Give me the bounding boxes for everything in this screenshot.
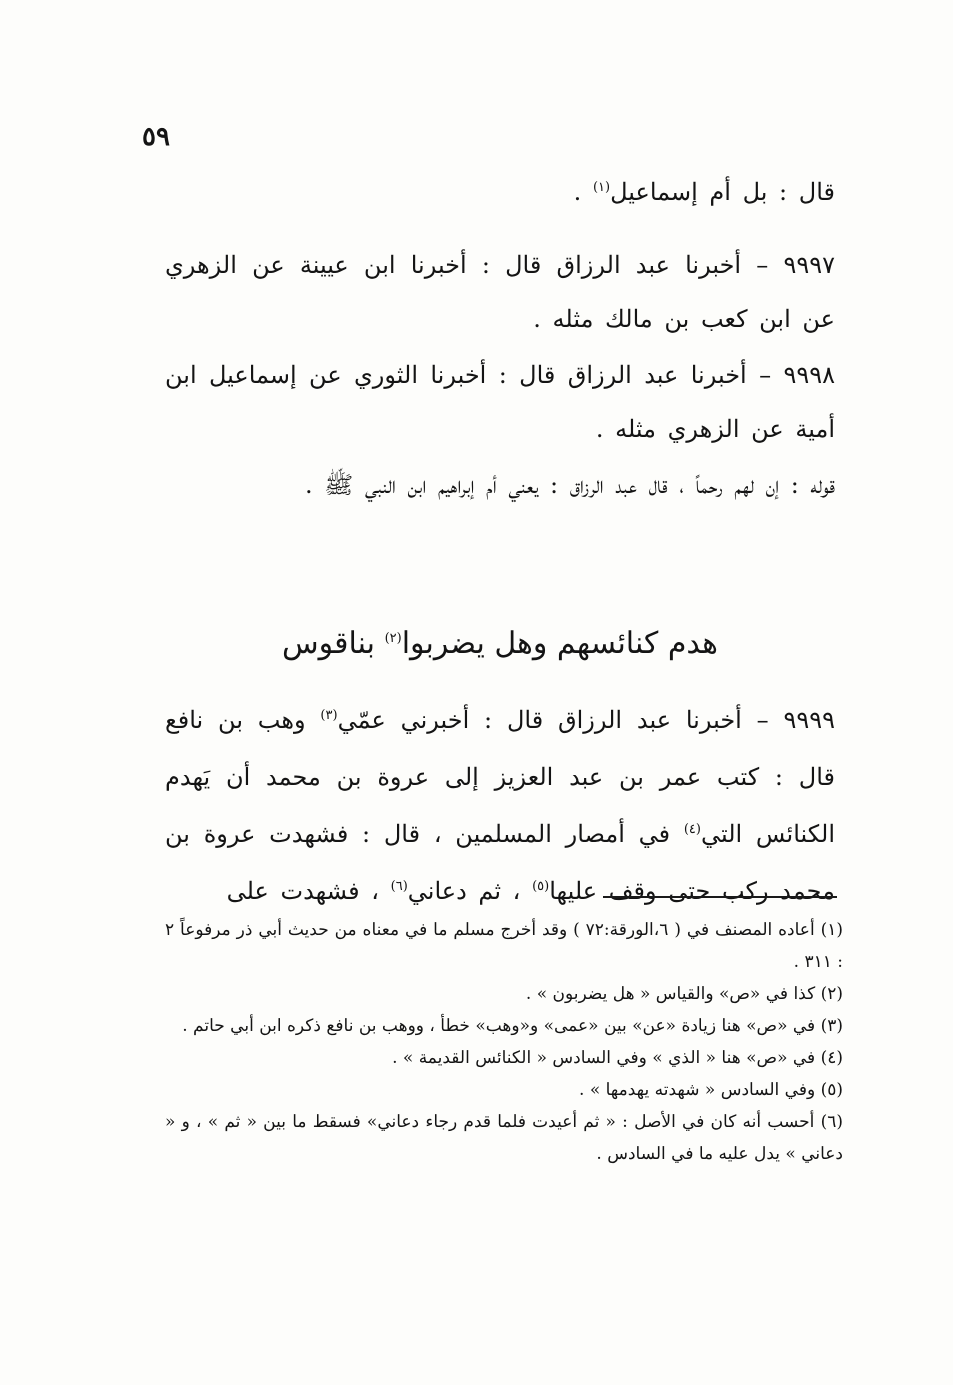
hadith-9999-seg-5: ، فشهدت على [226, 877, 391, 905]
hadith-9997-text: ٩٩٩٧ – أخبرنا عبد الرزاق قال : أخبرنا ابن عيينة عن الزهري عن ابن كعب بن مالك مثله . [165, 251, 835, 333]
footnote-3: (٣) في «ص» هنا زيادة «عن» بين «عمى» و«وهب» خطأ ، ووهب بن نافع ذكره ابن أبي حاتم . [182, 1016, 843, 1036]
chapter-heading-text: هدم كنائسهم وهل يضربوا [401, 626, 718, 661]
footnote-ref-1: (١) [592, 180, 611, 195]
footnote-ref-6: (٦) [390, 879, 408, 894]
footnote-ref-5: (٥) [532, 879, 550, 894]
hadith-9999-seg-3: في أمصار المسلمين ، قال : فشهدت عروة بن محمد ركب حتى وقف عليها [165, 820, 835, 905]
paragraph-1 [165, 165, 835, 219]
paragraph-1-text: قال : بل أم إسماعيل [610, 178, 835, 206]
hadith-9999 [165, 692, 835, 920]
chapter-heading-tail: بناقوس [282, 626, 385, 661]
footnote-separator [603, 896, 837, 898]
footnote-6: (٦) أحسب أنه كان في الأصل : « ثم أعيدت فلما قدم رجاء دعاني» فسقط ما بين « ثم » ، و « دعاني » يدل عليه ما في السادس . [165, 1112, 843, 1164]
footnote-ref-4: (٤) [683, 822, 701, 837]
chapter-heading [165, 622, 835, 666]
hadith-9997 [165, 238, 835, 346]
footnote-ref-3: (٣) [320, 708, 338, 723]
footnotes [165, 914, 843, 1170]
hadith-9999-seg-2: وهب بن نافع قال : كتب عمر بن عبد العزيز إلى عروة بن محمد أن يَهدم الكنائس التي [165, 706, 835, 848]
footnote-1: (١) أعاده المصنف في ( ٦،الورقة:٧٢ ) وقد أخرج مسلم ما في معناه من حديث أبي ذر مرفوعاً ٢ : ٣١١ . [165, 920, 843, 972]
page-number: ٥٩ [142, 122, 170, 152]
hadith-9999-seg-1: ٩٩٩٩ – أخبرنا عبد الرزاق قال : أخبرني عمّي [337, 706, 835, 734]
commentary-paragraph [165, 458, 835, 512]
footnote-ref-2: (٢) [384, 631, 402, 646]
footnote-5: (٥) وفي السادس « شهدته يهدمها » . [579, 1080, 843, 1100]
footnote-4: (٤) في «ص» هنا « الذي » وفي السادس « الكنائس القديمة » . [392, 1048, 843, 1068]
commentary-text: قوله : إن لهم رحماً ، قال عبد الرزاق : يعني أم إبراهيم ابن النبي ﷺ . [305, 471, 835, 499]
hadith-9998 [165, 348, 835, 456]
paragraph-1-tail: . [573, 178, 593, 206]
footnote-2: (٢) كذا في «ص» والقياس « هل يضربون » . [525, 984, 843, 1004]
hadith-9999-seg-4: ، ثم دعاني [407, 877, 533, 905]
hadith-9998-text: ٩٩٩٨ – أخبرنا عبد الرزاق قال : أخبرنا الثوري عن إسماعيل ابن أمية عن الزهري مثله . [165, 361, 835, 443]
